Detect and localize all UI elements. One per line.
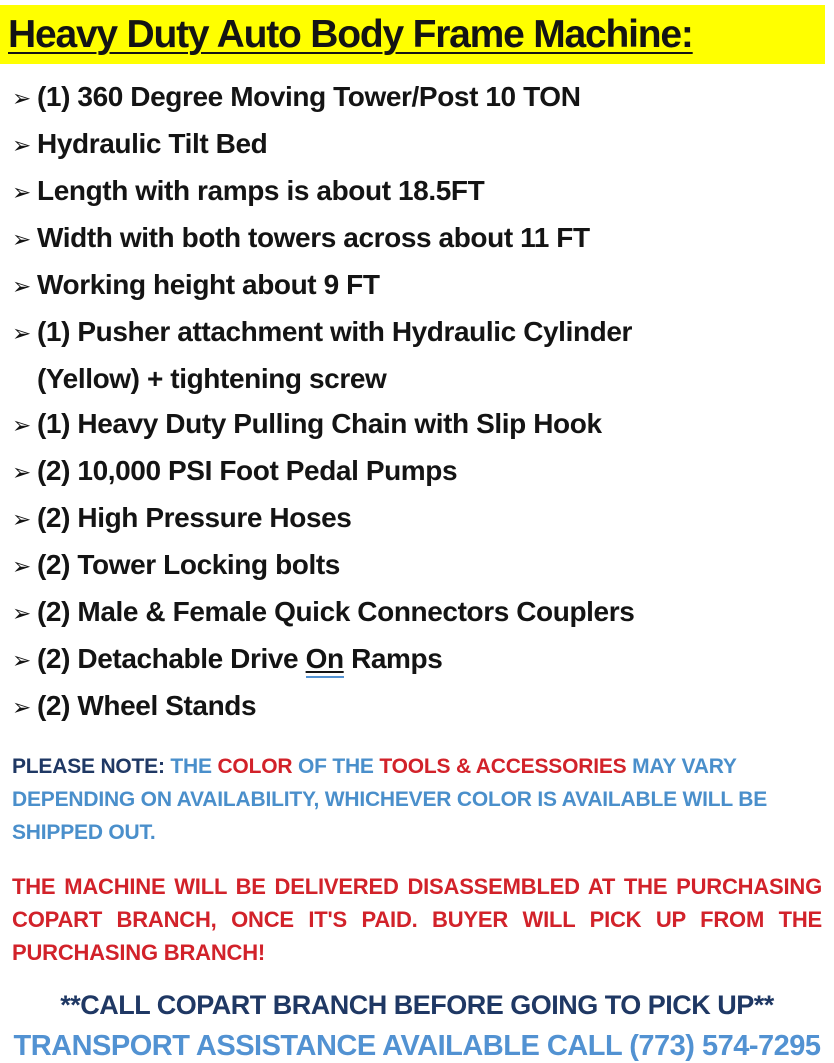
arrow-bullet-icon: ➢ [12, 600, 31, 626]
arrow-bullet-icon: ➢ [12, 226, 31, 252]
feature-item-label: Hydraulic Tilt Bed [37, 128, 268, 159]
feature-item-label: Working height about 9 FT [37, 269, 380, 300]
arrow-bullet-icon: ➢ [12, 553, 31, 579]
feature-item [12, 215, 822, 262]
feature-item-label: (2) High Pressure Hoses [37, 502, 352, 533]
page-title: Heavy Duty Auto Body Frame Machine: [8, 13, 693, 56]
delivery-disassembled-note: THE MACHINE WILL BE DELIVERED DISASSEMBLED AT THE PURCHASING COPART BRANCH, ONCE IT'S PAID. BUYER WILL PICK UP FROM THE PURCHASING BRANCH! [12, 874, 822, 965]
feature-item [12, 74, 822, 121]
feature-item [12, 262, 822, 309]
note-label: PLEASE NOTE: [12, 755, 171, 778]
feature-item-label: (2) Wheel Stands [37, 690, 257, 721]
feature-item-label: Width with both towers across about 11 FT [37, 222, 590, 253]
arrow-bullet-icon: ➢ [12, 459, 31, 485]
transport-assistance-cta: TRANSPORT ASSISTANCE AVAILABLE CALL (773) 574-7295 [13, 1030, 821, 1062]
feature-item-label: (1) Heavy Duty Pulling Chain with Slip Hook [37, 408, 602, 439]
arrow-bullet-icon: ➢ [12, 412, 31, 438]
call-branch-cta: **CALL COPART BRANCH BEFORE GOING TO PICK UP** [60, 990, 774, 1020]
feature-item [12, 683, 822, 730]
feature-item-label-pre: (2) Detachable Drive [37, 643, 306, 674]
color-variation-note [0, 750, 834, 849]
feature-item [12, 401, 822, 448]
feature-item [12, 168, 822, 215]
arrow-bullet-icon: ➢ [12, 506, 31, 532]
arrow-bullet-icon: ➢ [12, 132, 31, 158]
feature-item [12, 309, 822, 401]
note-segment: TOOLS & ACCESSORIES [379, 755, 633, 778]
feature-list [0, 74, 834, 730]
feature-item [12, 495, 822, 542]
arrow-bullet-icon: ➢ [12, 320, 31, 346]
arrow-bullet-icon: ➢ [12, 85, 31, 111]
feature-item [12, 121, 822, 168]
arrow-bullet-icon: ➢ [12, 179, 31, 205]
note-segment: THE [170, 755, 218, 778]
feature-item-label: (2) Tower Locking bolts [37, 549, 340, 580]
note-segment: MAY VARY DEPENDING ON AVAILABILITY, WHICHEVER COLOR IS AVAILABLE WILL BE SHIPPED OUT. [12, 755, 768, 844]
feature-item-label: Length with ramps is about 18.5FT [37, 175, 485, 206]
feature-item-label-post: Ramps [343, 643, 443, 674]
underlined-word: On [306, 643, 344, 678]
arrow-bullet-icon: ➢ [12, 273, 31, 299]
feature-item [12, 448, 822, 495]
note-segment: OF THE [297, 755, 380, 778]
arrow-bullet-icon: ➢ [12, 647, 31, 673]
feature-item [12, 589, 822, 636]
feature-item [12, 636, 822, 683]
feature-item-label: (2) 10,000 PSI Foot Pedal Pumps [37, 455, 458, 486]
arrow-bullet-icon: ➢ [12, 694, 31, 720]
note-segment: COLOR [217, 755, 298, 778]
page-title-highlight [0, 5, 825, 64]
feature-item [12, 542, 822, 589]
feature-item-label-line2: (Yellow) + tightening screw [37, 363, 387, 394]
feature-item-label: (1) 360 Degree Moving Tower/Post 10 TON [37, 81, 581, 112]
feature-item-label: (2) Male & Female Quick Connectors Couplers [37, 596, 635, 627]
feature-item-label-line1: (1) Pusher attachment with Hydraulic Cylinder [37, 316, 633, 347]
